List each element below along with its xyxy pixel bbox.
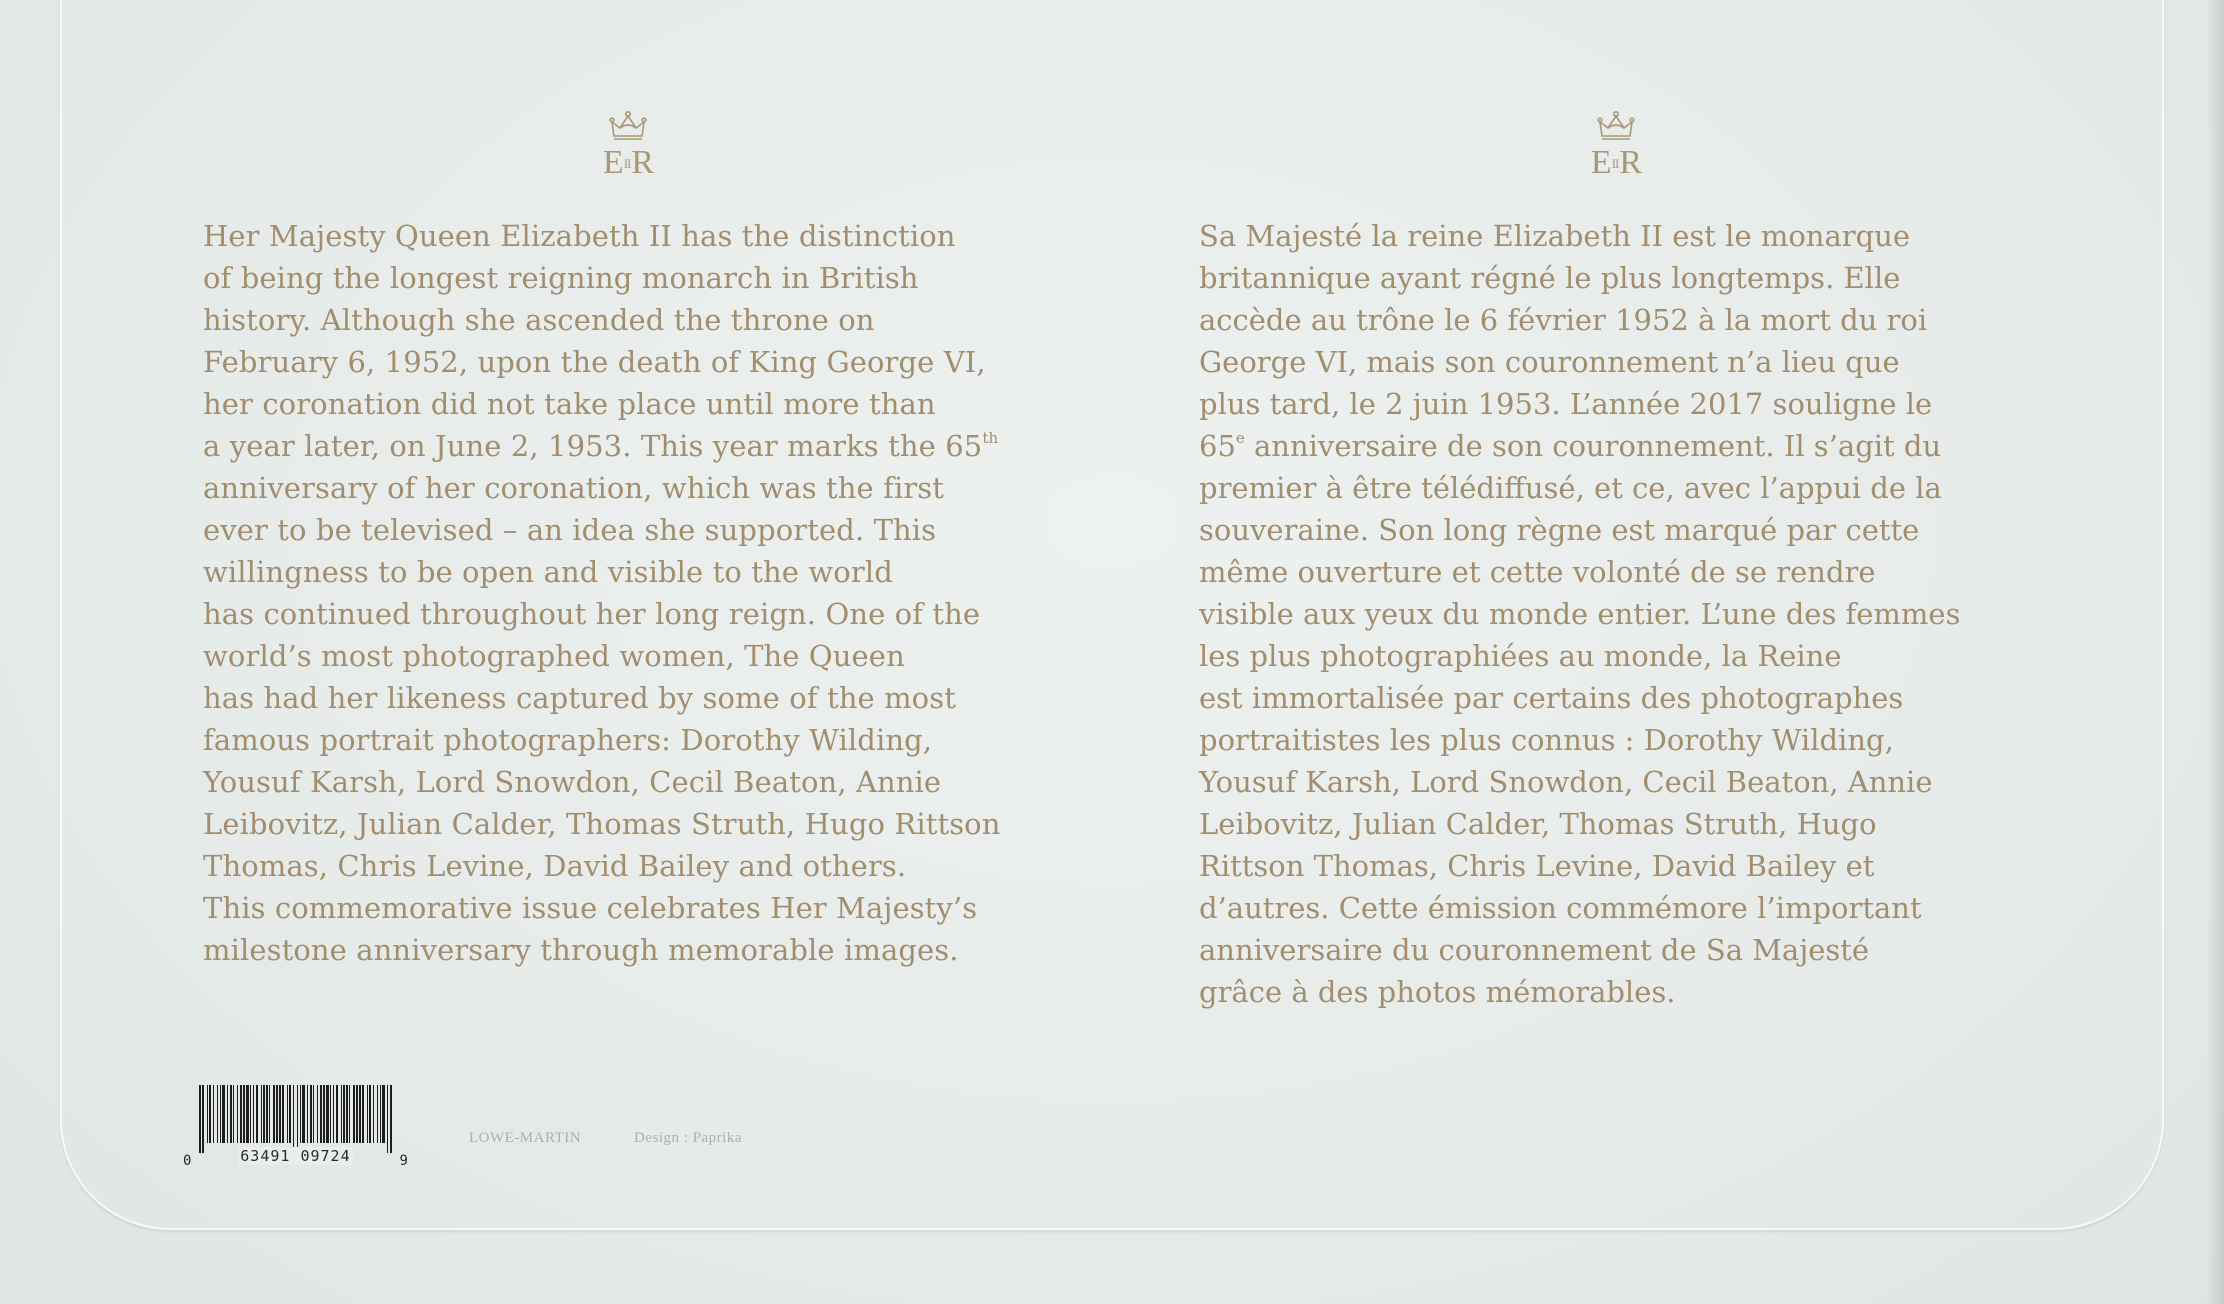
text-line: Yousuf Karsh, Lord Snowdon, Cecil Beaton, Annie — [1199, 765, 1933, 799]
barcode-bar — [326, 1085, 329, 1143]
royal-cypher-french — [1576, 110, 1656, 181]
barcode-bar — [307, 1085, 308, 1143]
design-credit: Design : Paprika — [634, 1130, 742, 1146]
barcode-bar — [279, 1085, 281, 1143]
text-line: Thomas, Chris Levine, David Bailey and others. — [203, 849, 907, 883]
ordinal-suffix: e — [1235, 429, 1245, 447]
barcode-bar — [330, 1085, 331, 1143]
text-line: anniversary of her coronation, which was the first — [203, 471, 945, 505]
barcode-bar — [199, 1085, 201, 1153]
barcode-bar — [269, 1085, 270, 1143]
barcode-last-digit: 9 — [399, 1153, 408, 1169]
barcode-bar — [253, 1085, 254, 1143]
barcode-bar — [289, 1085, 291, 1143]
barcode-bar — [217, 1085, 218, 1143]
text-line: souveraine. Son long règne est marqué par cette — [1199, 513, 1920, 547]
barcode-bar — [240, 1085, 242, 1143]
barcode-bar — [273, 1085, 275, 1143]
ordinal-suffix: th — [982, 429, 999, 447]
upc-barcode — [183, 1085, 408, 1169]
text-line: world’s most photographed women, The Queen — [203, 639, 905, 673]
barcode-bar — [367, 1085, 368, 1143]
french-text-block — [1199, 215, 1960, 1013]
barcode-bar — [276, 1085, 278, 1143]
text-line: her coronation did not take place until more than — [203, 387, 936, 421]
barcode-bar — [373, 1085, 374, 1143]
printer-credit: LOWE-MARTIN — [469, 1130, 582, 1146]
text-line: This commemorative issue celebrates Her Majesty’s — [203, 891, 978, 925]
barcode-bar — [310, 1085, 312, 1143]
text-line: accède au trône le 6 février 1952 à la mort du roi — [1199, 303, 1928, 337]
barcode-bar — [222, 1085, 225, 1143]
barcode-bar — [293, 1085, 294, 1153]
crown-icon — [609, 110, 647, 144]
barcode-bar — [230, 1085, 232, 1143]
barcode-bar — [341, 1085, 342, 1143]
text-line: Sa Majesté la reine Elizabeth II est le monarque — [1199, 219, 1911, 253]
text-line: George VI, mais son couronnement n’a lieu que — [1199, 345, 1900, 379]
text-line: has had her likeness captured by some of the most — [203, 681, 956, 715]
barcode-digits: 63491 09724 — [240, 1147, 351, 1165]
text-line: britannique ayant régné le plus longtemps. Elle — [1199, 261, 1901, 295]
barcode-bar — [282, 1085, 284, 1143]
barcode-bar — [266, 1085, 268, 1143]
barcode-bar — [336, 1085, 338, 1143]
barcode-bar — [220, 1085, 221, 1143]
barcode-bar — [353, 1085, 355, 1143]
text-line: of being the longest reigning monarch in British — [203, 261, 919, 295]
barcode-bar — [313, 1085, 314, 1143]
barcode-bar — [250, 1085, 251, 1143]
text-line: Yousuf Karsh, Lord Snowdon, Cecil Beaton, Annie — [203, 765, 942, 799]
barcode-bar — [261, 1085, 262, 1143]
text-line: ever to be televised – an idea she supported. This — [203, 513, 937, 547]
barcode-bar — [202, 1085, 204, 1153]
barcode-bar — [209, 1085, 211, 1143]
barcode-bar — [213, 1085, 214, 1143]
text-line: anniversaire du couronnement de Sa Majesté — [1199, 933, 1870, 967]
barcode-bar — [300, 1085, 301, 1143]
barcode-bar — [256, 1085, 258, 1143]
barcode-bar — [380, 1085, 381, 1143]
barcode-bar — [390, 1085, 392, 1153]
text-line-with-ordinal: a year later, on June 2, 1953. This year marks the 65th — [203, 429, 999, 463]
text-line: les plus photographiées au monde, la Reine — [1199, 639, 1842, 673]
barcode-bar — [382, 1085, 385, 1143]
barcode-bar — [227, 1085, 228, 1143]
barcode-bar — [207, 1085, 208, 1143]
text-line: visible aux yeux du monde entier. L’une des femmes — [1199, 597, 1961, 631]
text-line: grâce à des photos mémorables. — [1199, 975, 1676, 1009]
text-line: Leibovitz, Julian Calder, Thomas Struth, Hugo Rittson — [203, 807, 1001, 841]
cypher-monogram: $E_{II}R$ — [1590, 144, 1642, 181]
text-line: portraitistes les plus connus : Dorothy Wilding, — [1199, 723, 1894, 757]
text-line: famous portrait photographers: Dorothy Wilding, — [203, 723, 933, 757]
text-line: Her Majesty Queen Elizabeth II has the distinction — [203, 219, 956, 253]
crown-icon — [1597, 110, 1635, 144]
text-line-with-ordinal: 65e anniversaire de son couronnement. Il s’agit du — [1199, 429, 1942, 463]
text-line: Rittson Thomas, Chris Levine, David Bailey et — [1199, 849, 1875, 883]
text-line: willingness to be open and visible to the world — [203, 555, 893, 589]
text-line: plus tard, le 2 juin 1953. L’année 2017 souligne le — [1199, 387, 1933, 421]
text-line: premier à être télédiffusé, et ce, avec l’appui de la — [1199, 471, 1942, 505]
barcode-bar — [346, 1085, 348, 1143]
text-line: February 6, 1952, upon the death of King George VI, — [203, 345, 986, 379]
barcode-bar — [343, 1085, 345, 1143]
text-line: Leibovitz, Julian Calder, Thomas Struth, Hugo — [1199, 807, 1877, 841]
text-line: est immortalisée par certains des photographes — [1199, 681, 1904, 715]
barcode-bars-wrap — [197, 1085, 393, 1165]
barcode-bar — [333, 1085, 334, 1143]
barcode-bar — [359, 1085, 361, 1143]
barcode-bar — [243, 1085, 245, 1143]
text-line: history. Although she ascended the throne on — [203, 303, 875, 337]
barcode-bar — [387, 1085, 388, 1153]
barcode-bar — [356, 1085, 358, 1143]
barcode-bar — [246, 1085, 249, 1143]
barcode-bar — [323, 1085, 325, 1143]
envelope-edge-shadow — [2206, 0, 2224, 1304]
barcode-bar — [320, 1085, 322, 1143]
barcode-bar — [369, 1085, 371, 1143]
barcode-bar — [287, 1085, 288, 1143]
barcode-first-digit: 0 — [183, 1153, 192, 1169]
barcode-bar — [317, 1085, 318, 1143]
text-line: même ouverture et cette volonté de se rendre — [1199, 555, 1876, 589]
royal-cypher-english — [588, 110, 668, 181]
barcode-bar — [233, 1085, 234, 1143]
barcode-bar — [349, 1085, 350, 1143]
text-line: milestone anniversary through memorable images. — [203, 933, 959, 967]
barcode-bar — [362, 1085, 364, 1143]
barcode-bar — [297, 1085, 298, 1153]
barcode-bar — [237, 1085, 238, 1143]
barcode-bar — [302, 1085, 305, 1143]
barcode-bar — [377, 1085, 378, 1143]
barcode-bars — [197, 1085, 393, 1153]
text-line: d’autres. Cette émission commémore l’important — [1199, 891, 1922, 925]
barcode-bar — [263, 1085, 265, 1143]
cypher-monogram: $E_{II}R$ — [602, 144, 654, 181]
text-line: has continued throughout her long reign. One of the — [203, 597, 981, 631]
english-text-block — [203, 215, 1001, 971]
